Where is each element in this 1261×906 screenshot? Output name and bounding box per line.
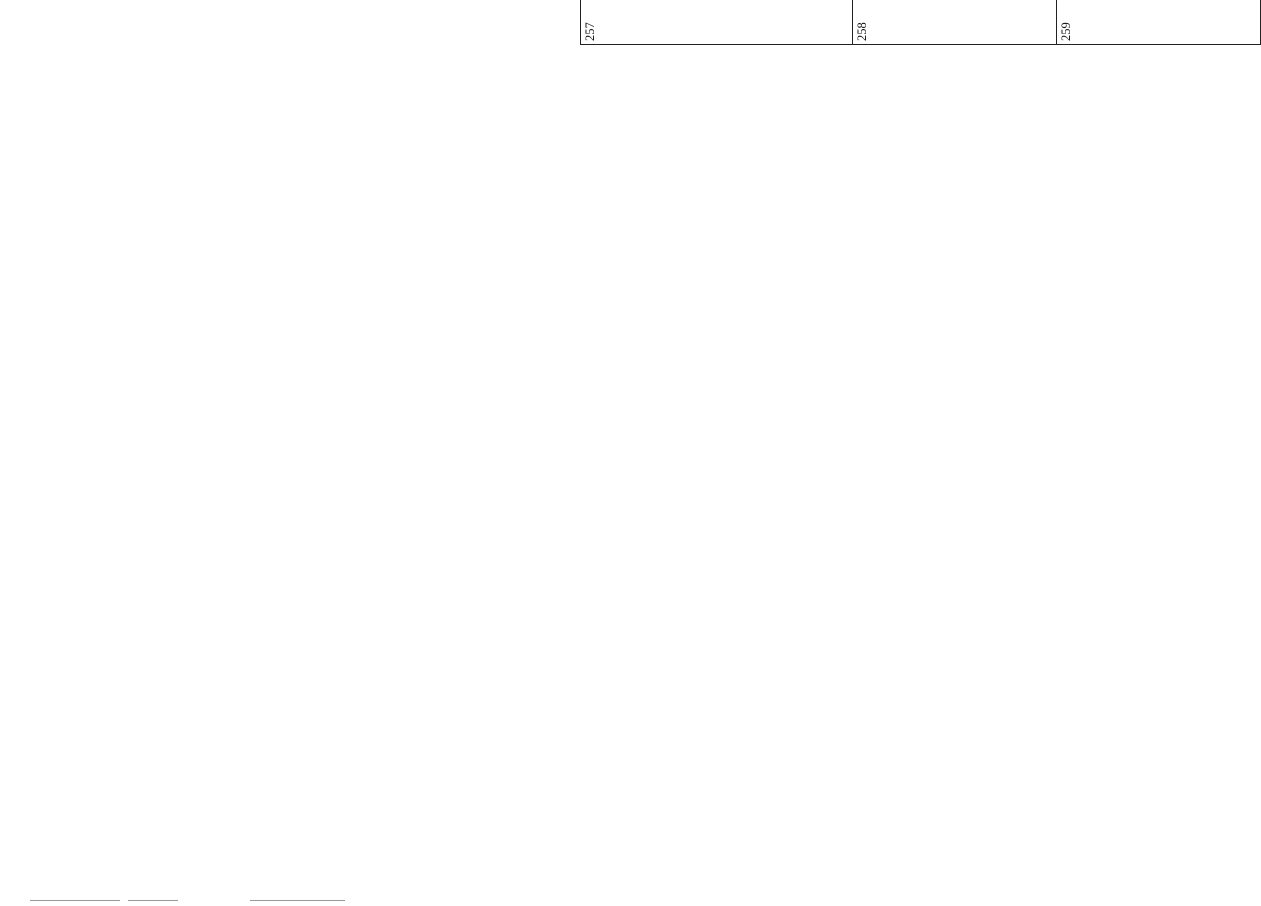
rotated-table-wrapper (580, 0, 1112, 45)
mineral-resources-table (580, 0, 1261, 45)
footer-line (128, 900, 178, 901)
record-number: 259 (1057, 0, 1261, 45)
table-row (853, 0, 887, 45)
footer-line (250, 900, 345, 901)
table-body (581, 0, 1261, 45)
table-row (1057, 0, 1091, 45)
record-number: 258 (853, 0, 1057, 45)
footer-line (30, 900, 120, 901)
page-footer-marks (0, 894, 640, 906)
record-number: 257 (581, 0, 853, 45)
table-row (581, 0, 615, 45)
